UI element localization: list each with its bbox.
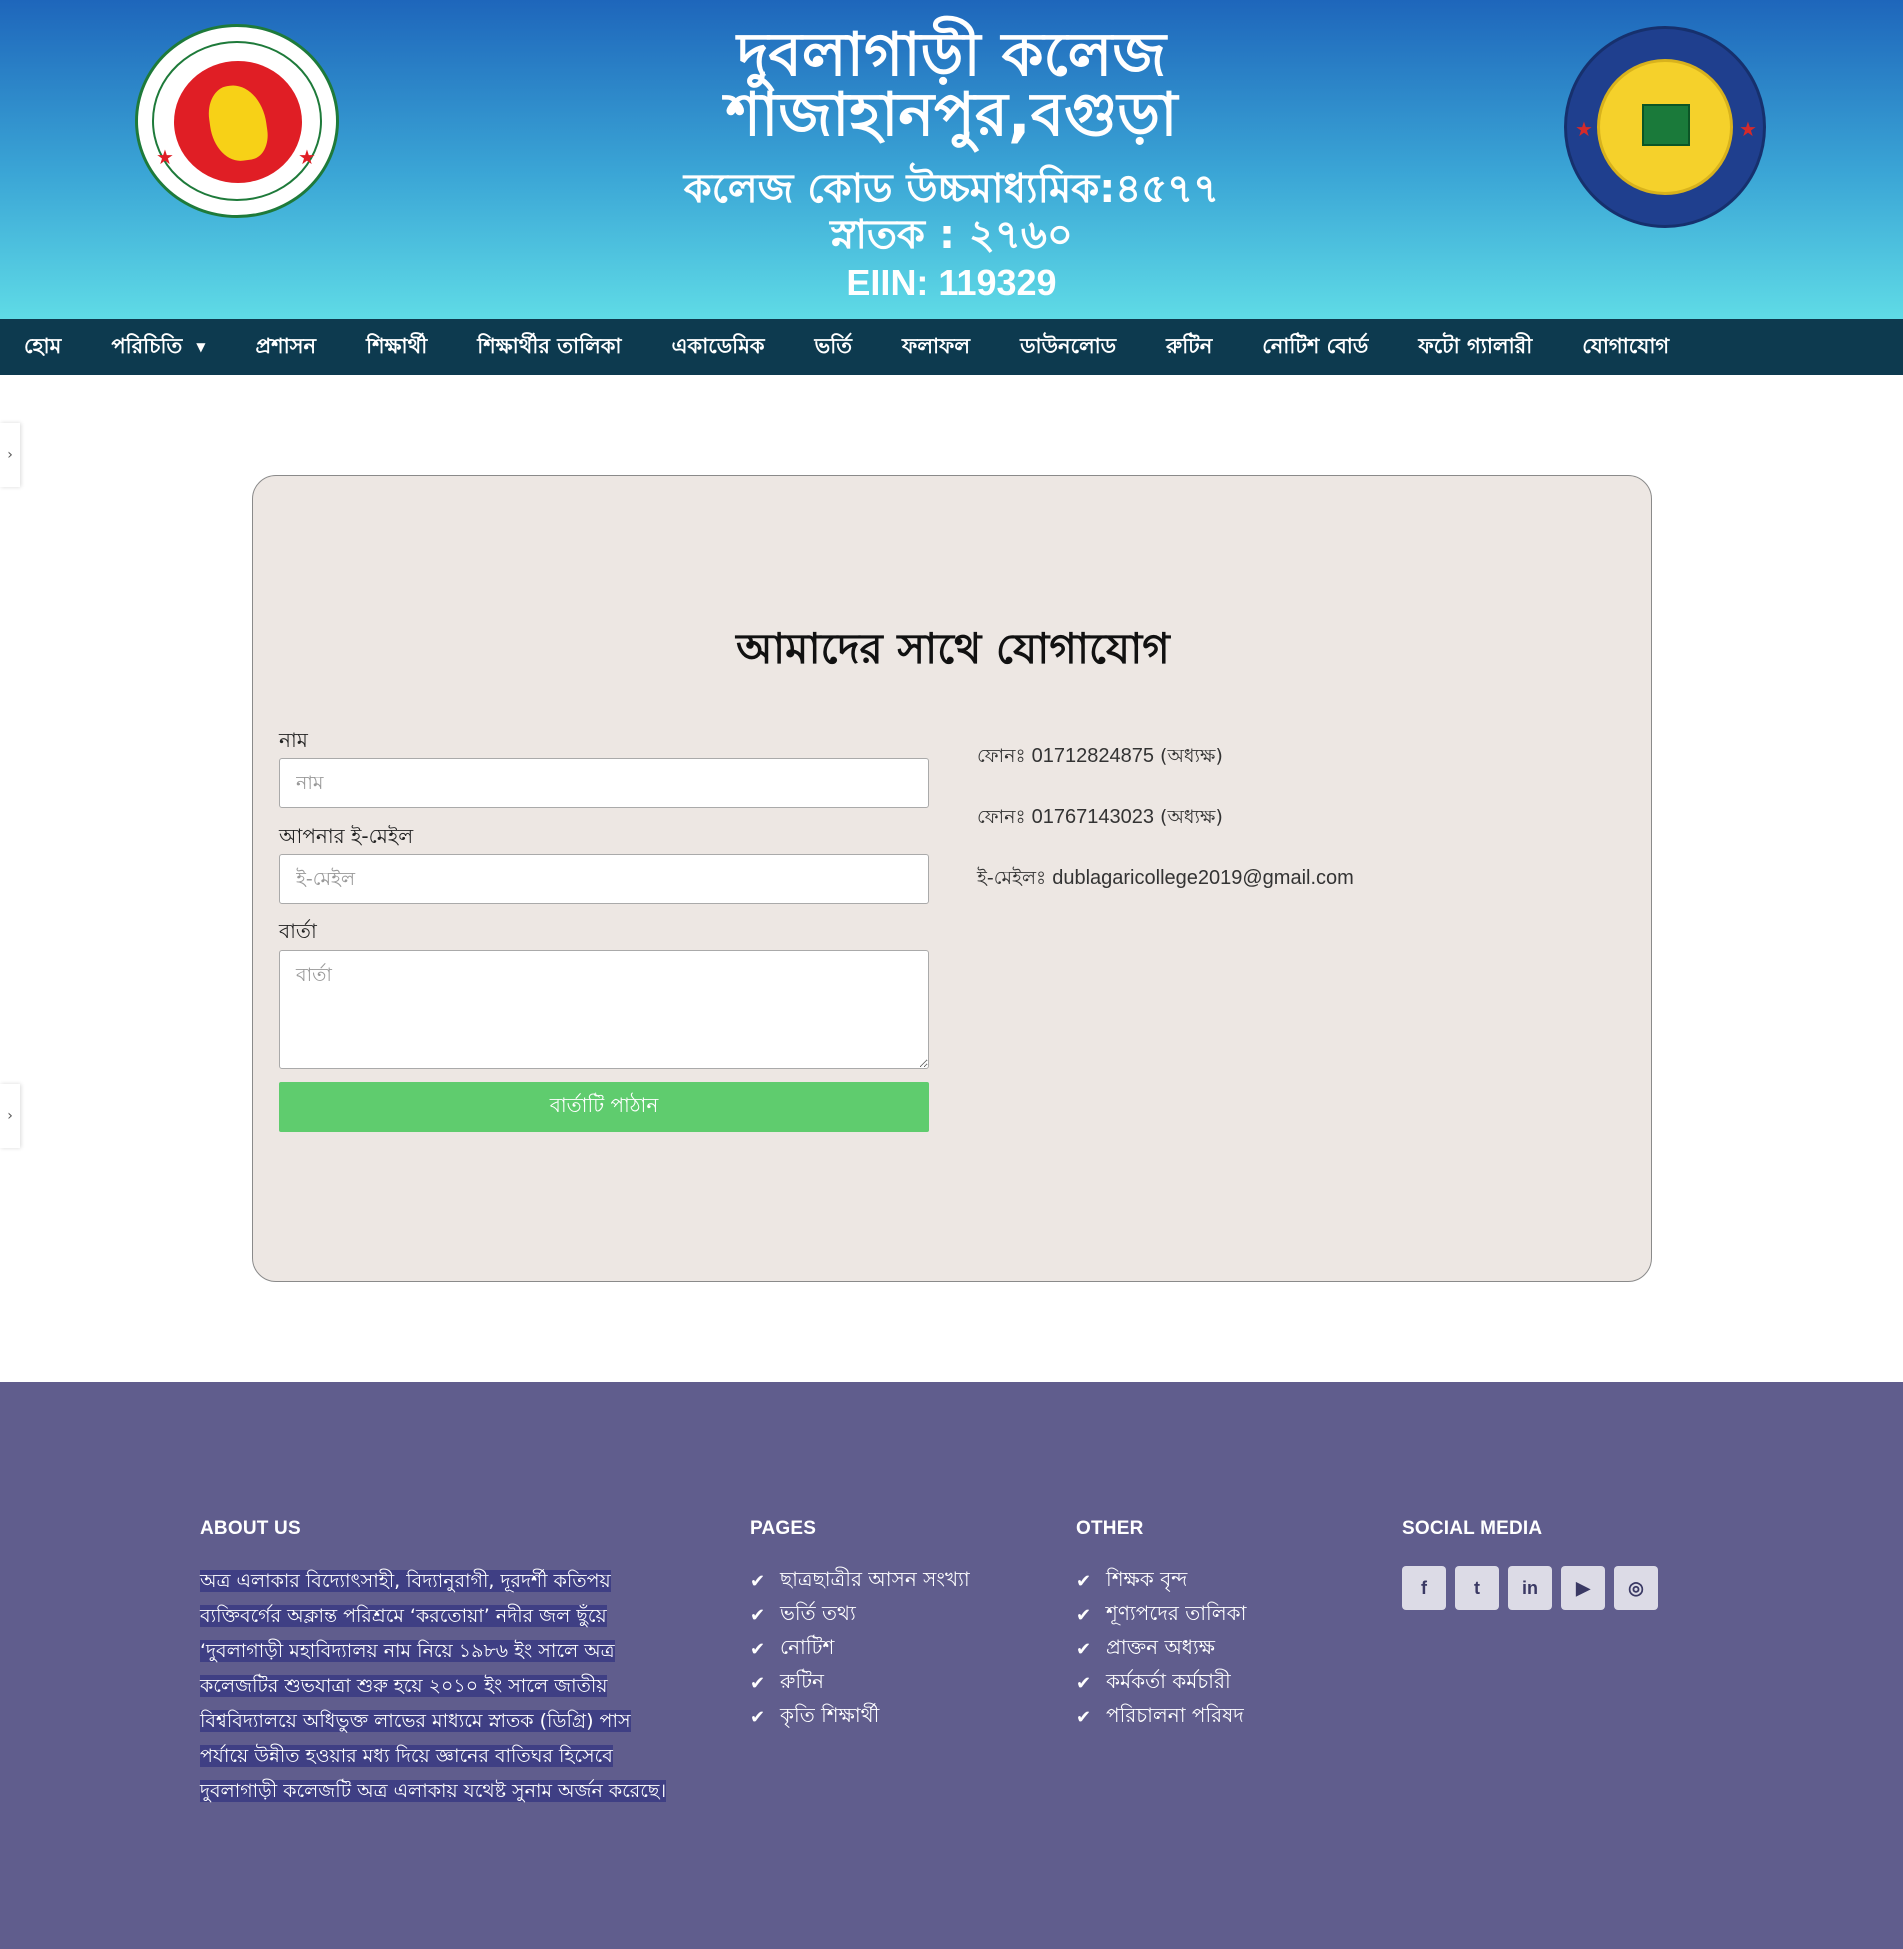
footer-link-label: পরিচালনা পরিষদ <box>1106 1702 1244 1727</box>
nav-introduction[interactable] <box>111 330 205 365</box>
footer-link-label: রুটিন <box>780 1668 824 1693</box>
about-line: অত্র এলাকার বিদ্যোৎসাহী, বিদ্যানুরাগী, দূরদর্শী কতিপয় <box>200 1570 611 1592</box>
about-line: দুবলাগাড়ী কলেজটি অত্র এলাকায় যথেষ্ট সুনাম অর্জন করেছে। <box>200 1780 667 1802</box>
side-panel-toggle[interactable] <box>0 423 20 487</box>
main-nav <box>0 319 1903 375</box>
contact-title: আমাদের সাথে যোগাযোগ <box>736 624 1170 673</box>
nav-download[interactable]: ডাউনলোড <box>1020 333 1117 358</box>
phone-2-number[interactable]: 01767143023 <box>1031 806 1154 828</box>
phone-1-prefix: ফোনঃ <box>977 745 1026 767</box>
star-icon: ★ <box>156 145 174 169</box>
about-text <box>200 1564 670 1809</box>
instagram-icon[interactable]: ◎ <box>1614 1566 1658 1610</box>
other-list <box>1076 1564 1246 1734</box>
phone-2-prefix: ফোনঃ <box>977 806 1026 828</box>
nav-admission[interactable]: ভর্তি <box>814 333 852 358</box>
side-panel-toggle[interactable] <box>0 1084 20 1148</box>
nav-home[interactable]: হোম <box>24 333 62 358</box>
college-eiin: EIIN: 119329 <box>846 262 1057 303</box>
footer-link[interactable] <box>750 1564 970 1598</box>
star-icon: ★ <box>1739 117 1757 141</box>
other-heading: OTHER <box>1076 1518 1144 1539</box>
footer-link[interactable] <box>750 1632 970 1666</box>
check-icon: ✔ <box>1076 1706 1092 1728</box>
caret-down-icon: ▼ <box>196 340 206 354</box>
star-icon: ★ <box>1575 117 1593 141</box>
twitter-icon[interactable]: t <box>1455 1566 1499 1610</box>
footer-link[interactable] <box>750 1666 970 1700</box>
facebook-icon[interactable]: f <box>1402 1566 1446 1610</box>
nav-academic[interactable]: একাডেমিক <box>671 333 765 358</box>
footer-link[interactable] <box>1076 1666 1246 1700</box>
site-footer <box>0 1382 1903 1949</box>
star-icon: ★ <box>298 145 316 169</box>
phone-2 <box>977 803 1223 835</box>
college-location: শাজাহানপুর,বগুড়া <box>725 80 1178 150</box>
phone-1-role: (অধ্যক্ষ) <box>1160 745 1223 767</box>
nav-notice-board[interactable]: নোটিশ বোর্ড <box>1262 333 1369 358</box>
nav-students[interactable]: শিক্ষার্থী <box>366 333 428 358</box>
contact-email <box>977 864 1354 896</box>
footer-link-label: শিক্ষক বৃন্দ <box>1106 1566 1188 1591</box>
nav-photo-gallery[interactable]: ফটো গ্যালারী <box>1418 333 1533 358</box>
footer-link[interactable] <box>1076 1598 1246 1632</box>
chevron-right-icon: › <box>7 447 13 463</box>
linkedin-icon[interactable]: in <box>1508 1566 1552 1610</box>
social-icons <box>1402 1566 1667 1610</box>
email-input[interactable] <box>279 854 929 904</box>
about-line: পর্যায়ে উন্নীত হওয়ার মধ্য দিয়ে জ্ঞানের বাতিঘর হিসেবে <box>200 1745 613 1767</box>
nav-routine[interactable]: রুটিন <box>1166 333 1213 358</box>
send-message-button[interactable]: বার্তাটি পাঠান <box>279 1082 929 1132</box>
check-icon: ✔ <box>750 1638 766 1660</box>
chevron-right-icon: › <box>7 1108 13 1124</box>
phone-1-number[interactable]: 01712824875 <box>1031 745 1154 767</box>
check-icon: ✔ <box>750 1706 766 1728</box>
footer-link[interactable] <box>1076 1564 1246 1598</box>
footer-link[interactable] <box>750 1598 970 1632</box>
footer-link-label: শূণ্যপদের তালিকা <box>1106 1600 1247 1625</box>
phone-2-role: (অধ্যক্ষ) <box>1160 806 1223 828</box>
check-icon: ✔ <box>750 1604 766 1626</box>
check-icon: ✔ <box>1076 1604 1092 1626</box>
footer-link[interactable] <box>750 1700 970 1734</box>
name-label: নাম <box>279 728 308 752</box>
nav-student-list[interactable]: শিক্ষার্থীর তালিকা <box>477 333 622 358</box>
footer-link-label: ছাত্রছাত্রীর আসন সংখ্যা <box>780 1566 970 1591</box>
check-icon: ✔ <box>1076 1672 1092 1694</box>
footer-link[interactable] <box>1076 1700 1246 1734</box>
nav-administration[interactable]: প্রশাসন <box>255 333 317 358</box>
email-prefix: ই-মেইলঃ <box>977 867 1047 889</box>
footer-link-label: কৃতি শিক্ষার্থী <box>780 1702 880 1727</box>
about-line: ‘দুবলাগাড়ী মহাবিদ্যালয় নাম নিয়ে ১৯৮৬ ইং সালে অত্র <box>200 1640 615 1662</box>
check-icon: ✔ <box>1076 1638 1092 1660</box>
email-label: আপনার ই-মেইল <box>279 824 414 848</box>
pages-list <box>750 1564 970 1734</box>
youtube-icon[interactable]: ▶ <box>1561 1566 1605 1610</box>
message-label: বার্তা <box>279 919 317 943</box>
college-code-hsc: কলেজ কোড উচ্চমাধ্যমিক:৪৫৭৭ <box>683 166 1220 212</box>
message-textarea[interactable] <box>279 950 929 1069</box>
pages-heading: PAGES <box>750 1518 817 1539</box>
name-input[interactable] <box>279 758 929 808</box>
site-header <box>0 0 1903 319</box>
check-icon: ✔ <box>1076 1570 1092 1592</box>
about-line: কলেজটির শুভযাত্রা শুরু হয়ে ২০১০ ইং সালে জাতীয় <box>200 1675 608 1697</box>
footer-link-label: ভর্তি তথ্য <box>780 1600 856 1625</box>
nav-results[interactable]: ফলাফল <box>901 333 971 358</box>
college-code-degree: স্নাতক : ২৭৬০ <box>830 212 1073 258</box>
footer-link-label: নোটিশ <box>780 1634 835 1659</box>
nav-introduction-label: পরিচিতি <box>111 333 183 358</box>
check-icon: ✔ <box>750 1672 766 1694</box>
phone-1 <box>977 742 1223 774</box>
nav-contact[interactable]: যোগাযোগ <box>1582 333 1670 358</box>
contact-card <box>252 475 1652 1282</box>
about-line: ব্যক্তিবর্গের অক্লান্ত পরিশ্রমে ‘করতোয়া’ নদীর জল ছুঁয়ে <box>200 1605 607 1627</box>
footer-link-label: কর্মকর্তা কর্মচারী <box>1106 1668 1231 1693</box>
check-icon: ✔ <box>750 1570 766 1592</box>
college-name: দুবলাগাড়ী কলেজ <box>736 20 1167 90</box>
social-heading: SOCIAL MEDIA <box>1402 1518 1543 1539</box>
about-line: বিশ্ববিদ্যালয়ে অধিভুক্ত লাভের মাধ্যমে স্নাতক (ডিগ্রি) পাস <box>200 1710 631 1732</box>
about-heading: ABOUT US <box>200 1518 301 1539</box>
footer-link-label: প্রাক্তন অধ্যক্ষ <box>1106 1634 1215 1659</box>
email-address[interactable]: dublagaricollege2019@gmail.com <box>1052 867 1354 889</box>
footer-link[interactable] <box>1076 1632 1246 1666</box>
